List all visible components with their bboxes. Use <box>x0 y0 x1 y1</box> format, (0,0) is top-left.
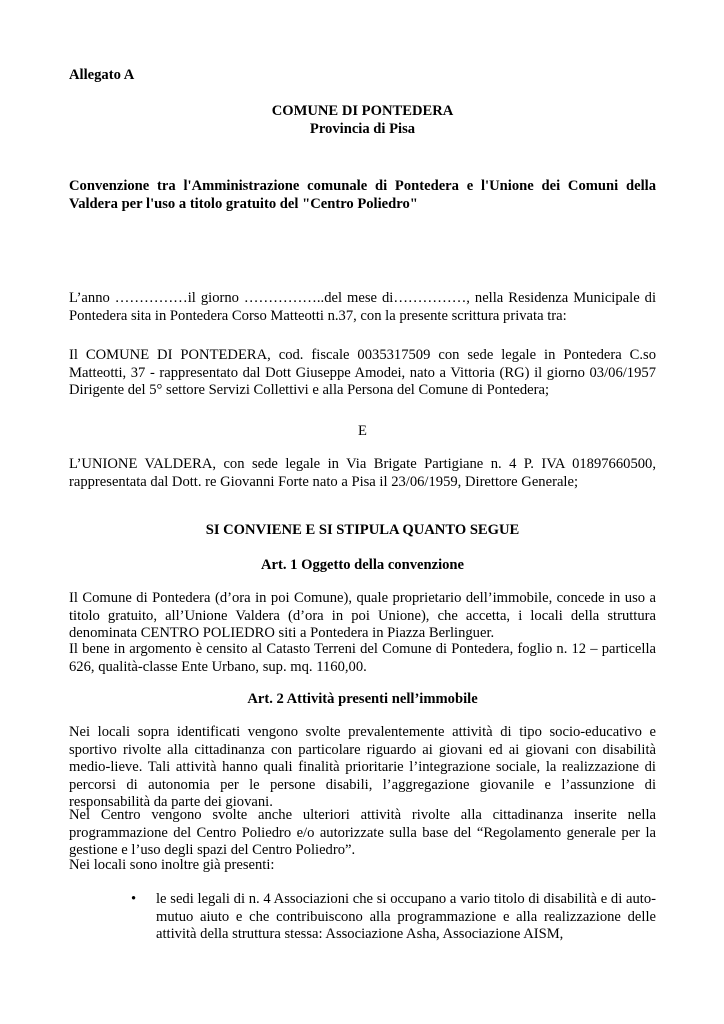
conjunction: E <box>358 423 367 439</box>
provincia-heading: Provincia di Pisa <box>309 121 416 137</box>
art1-paragraph-2: Il bene in argomento è censito al Catasto Terreni del Comune di Pontedera, foglio n. 12 – particella 626, qualità-classe Ente Urbano, sup. mq. 1160,00. <box>69 641 656 675</box>
intro-paragraph: L’anno ……………il giorno ……………..del mese di……………, nella Residenza Municipale di Pontedera sita in Pontedera Corso Matteotti n.37, con la presente scrittura privata tra: <box>69 290 656 324</box>
art2-paragraph-2: Nel Centro vengono svolte anche ulteriori attività rivolte alla cittadinanza inserite nella programmazione del Centro Poliedro e/o autorizzate sulla base del “Regolamento generale per la gestione e l’uso degli spazi del Centro Poliedro”. <box>69 807 656 859</box>
document-title: Convenzione tra l'Amministrazione comunale di Pontedera e l'Unione dei Comuni della Valdera per l'uso a titolo gratuito del "Centro Poliedro" <box>69 178 656 212</box>
party-unione-paragraph: L’UNIONE VALDERA, con sede legale in Via Brigate Partigiane n. 4 P. IVA 01897660500, rappresentata dal Dott. re Giovanni Forte nato a Pisa il 23/06/1959, Direttore Generale; <box>69 456 656 490</box>
art1-heading: Art. 1 Oggetto della convenzione <box>260 557 465 573</box>
art1-paragraph-1: Il Comune di Pontedera (d’ora in poi Comune), quale proprietario dell’immobile, concede in uso a titolo gratuito, all’Unione Valdera (d’ora in poi Unione), che accetta, i locali della struttura denominata CENTRO POLIEDRO siti a Pontedera in Piazza Berlinguer. <box>69 590 656 642</box>
art2-paragraph-1: Nei locali sopra identificati vengono svolte prevalentemente attività di tipo socio-educativo e sportivo rivolte alla cittadinanza con particolare riguardo ai giovani ed ai giovani con disabilità medio-lieve. Tali attività hanno quali finalità prioritarie l’integrazione sociale, la realizzazione di percorsi di autonomia per le persone disabili, l’aggregazione giovanile e l’assunzione di responsabilità da parte dei giovani. <box>69 724 656 811</box>
party-comune-paragraph: Il COMUNE DI PONTEDERA, cod. fiscale 0035317509 con sede legale in Pontedera C.so Matteotti, 37 - rappresentato dal Dott Giuseppe Amodei, nato a Vittoria (RG) il giorno 03/06/1957 Dirigente del 5° settore Servizi Collettivi e alla Persona del Comune di Pontedera; <box>69 347 656 399</box>
comune-heading: COMUNE DI PONTEDERA <box>271 103 454 119</box>
allegato-label: Allegato A <box>69 67 135 83</box>
bullet-icon: • <box>131 891 137 907</box>
art2-paragraph-3: Nei locali sono inoltre già presenti: <box>69 857 275 873</box>
art2-heading: Art. 2 Attività presenti nell’immobile <box>247 691 478 707</box>
list-item-text: le sedi legali di n. 4 Associazioni che si occupano a vario titolo di disabilità e di auto-mutuo aiuto e che contribuiscono alla programmazione e alla realizzazione delle attività della struttura stessa: Associazione Asha, Associazione AISM, <box>156 891 656 943</box>
agreement-heading: SI CONVIENE E SI STIPULA QUANTO SEGUE <box>205 522 520 538</box>
